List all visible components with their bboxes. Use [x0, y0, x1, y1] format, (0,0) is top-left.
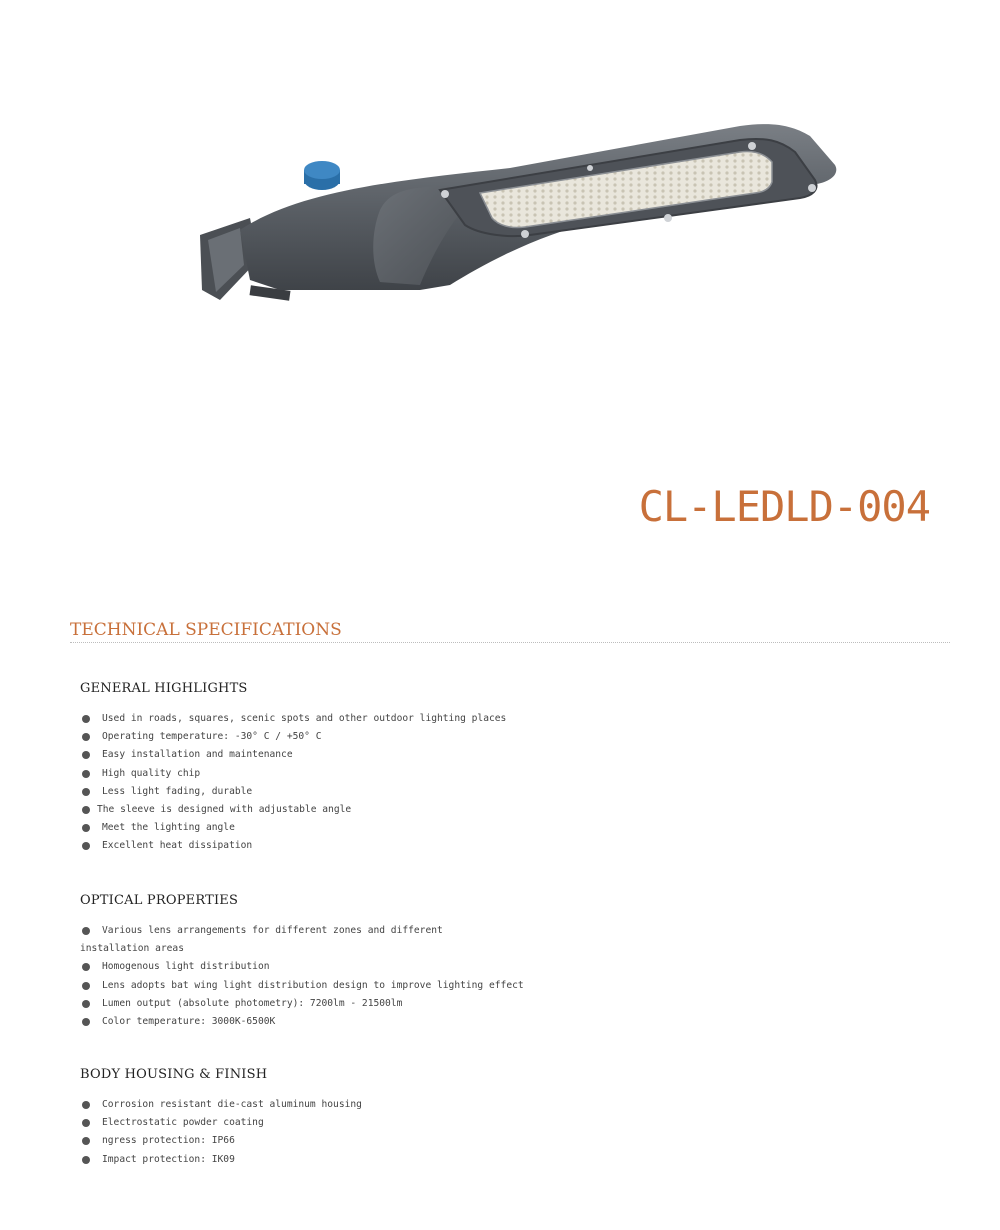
body-housing-section — [80, 1067, 362, 1169]
list-item: Used in roads, squares, scenic spots and other outdoor lighting places — [80, 710, 506, 728]
list-item: Electrostatic powder coating — [80, 1114, 362, 1132]
list-item: Impact protection: IK09 — [80, 1151, 362, 1169]
list-item: Operating temperature: -30° C / +50° C — [80, 728, 506, 746]
bullet-icon — [82, 751, 90, 759]
bullet-icon — [82, 982, 90, 990]
list-item: ngress protection: IP66 — [80, 1132, 362, 1150]
product-model-title: CL-LEDLD-004 — [638, 482, 930, 531]
bullet-icon — [82, 1018, 90, 1026]
bullet-icon — [82, 733, 90, 741]
bullet-icon — [82, 1000, 90, 1008]
list-item: Various lens arrangements for different zones and different installation areas — [80, 925, 443, 955]
list-item: The sleeve is designed with adjustable angle — [80, 801, 506, 819]
section-title: OPTICAL PROPERTIES — [80, 893, 239, 908]
list-item: Homogenous light distribution — [80, 958, 524, 976]
bullet-icon — [82, 842, 90, 850]
list-item: High quality chip — [80, 765, 506, 783]
bullet-icon — [82, 963, 90, 971]
bullet-icon — [82, 927, 90, 935]
bullet-icon — [82, 1137, 90, 1145]
technical-specifications-header — [70, 620, 950, 643]
general-highlights-section — [80, 681, 506, 856]
bullet-icon — [82, 1101, 90, 1109]
bullet-icon — [82, 715, 90, 723]
optical-properties-section — [80, 893, 524, 1031]
bullet-icon — [82, 1119, 90, 1127]
bullet-icon — [82, 788, 90, 796]
list-item: Corrosion resistant die-cast aluminum housing — [80, 1096, 362, 1114]
list-item: Lumen output (absolute photometry): 7200lm - 21500lm — [80, 995, 524, 1013]
list-item: Lens adopts bat wing light distribution design to improve lighting effect — [80, 977, 524, 995]
list-item: Meet the lighting angle — [80, 819, 506, 837]
list-item: Excellent heat dissipation — [80, 837, 506, 855]
list-item: Less light fading, durable — [80, 783, 506, 801]
bullet-icon — [82, 1156, 90, 1164]
section-title: GENERAL HIGHLIGHTS — [80, 681, 248, 696]
list-item: Easy installation and maintenance — [80, 746, 506, 764]
section-title: BODY HOUSING & FINISH — [80, 1067, 268, 1082]
street-light-image — [180, 110, 850, 320]
spec-header-label: TECHNICAL SPECIFICATIONS — [70, 620, 342, 640]
list-item: Color temperature: 3000K-6500K — [80, 1013, 524, 1031]
bullet-icon — [82, 824, 90, 832]
bullet-icon — [82, 770, 90, 778]
bullet-icon — [82, 806, 90, 814]
